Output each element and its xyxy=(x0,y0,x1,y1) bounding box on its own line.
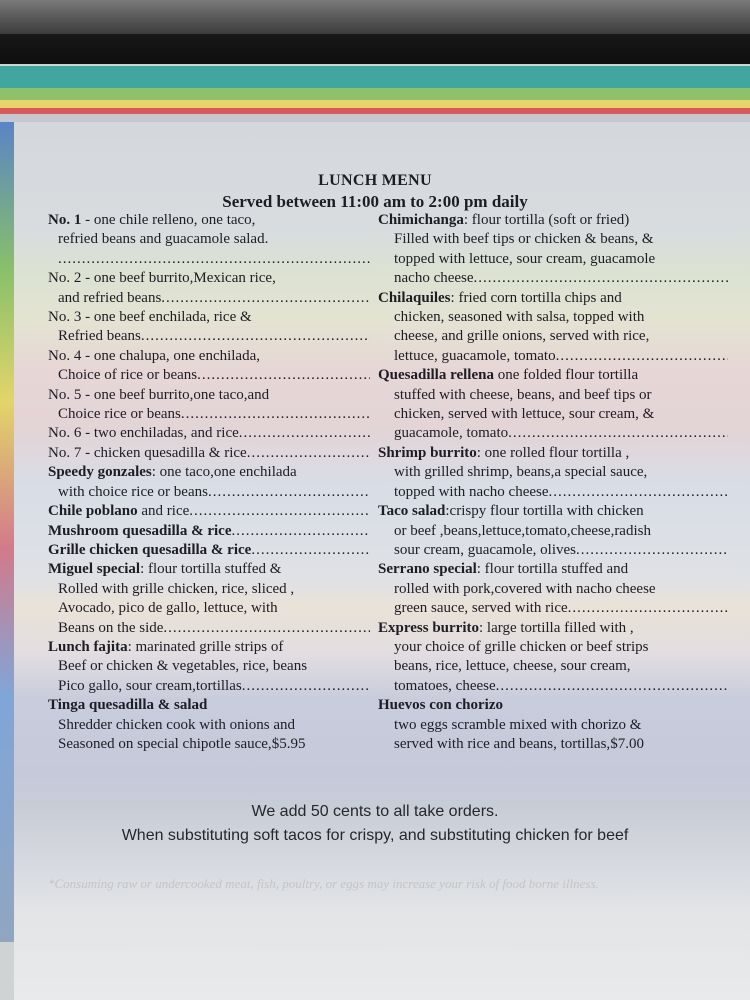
menu-item xyxy=(48,541,370,560)
menu-item-description: nacho cheese xyxy=(394,270,474,287)
menu-item-line xyxy=(378,424,728,443)
menu-item-line xyxy=(378,386,728,405)
menu-item-description: No. 2 - one beef burrito,Mexican rice, xyxy=(48,270,276,287)
dot-leader xyxy=(161,290,370,306)
menu-item-name: Lunch fajita xyxy=(48,638,128,655)
dot-leader xyxy=(242,678,370,694)
menu-item-line xyxy=(48,696,370,715)
menu-item-line xyxy=(378,638,728,657)
menu-subtitle: Served between 11:00 am to 2:00 pm daily xyxy=(222,192,528,211)
dot-leader xyxy=(181,406,370,422)
menu-item-description: served with rice and beans, tortillas, xyxy=(394,735,611,752)
menu-item-description: sour cream, guacamole, olives xyxy=(394,541,577,558)
menu-item-description: cheese, and grille onions, served with rice, xyxy=(394,328,650,345)
menu-item-description: : one rolled flour tortilla , xyxy=(476,444,630,461)
menu-item-line xyxy=(378,366,728,385)
menu-title: LUNCH MENU xyxy=(318,172,432,189)
menu-item-description: two eggs scramble mixed with chorizo & xyxy=(394,716,642,733)
menu-item-line xyxy=(48,716,370,735)
menu-item-line xyxy=(48,347,370,366)
menu-item-name: Miguel special xyxy=(48,561,141,578)
dot-leader xyxy=(508,425,728,441)
menu-item-description: - one chile relleno, one taco, xyxy=(81,212,256,228)
menu-item-description: Pico gallo, sour cream,tortillas xyxy=(58,677,242,694)
menu-item-description: topped with lettuce, sour cream, guacamole xyxy=(394,250,656,267)
menu-item-description: Avocado, pico de gallo, lettuce, with xyxy=(58,600,278,617)
menu-item-description: Choice rice or beans xyxy=(58,406,181,423)
menu-item-line xyxy=(378,716,728,735)
dot-leader xyxy=(208,484,370,500)
menu-item-name: Grille chicken quesadilla & rice xyxy=(48,541,252,558)
menu-item-line xyxy=(48,677,370,696)
menu-item-description: No. 7 - chicken quesadilla & rice xyxy=(48,444,247,461)
dot-leader xyxy=(231,523,370,539)
menu-item xyxy=(48,444,370,463)
menu-item xyxy=(48,463,370,502)
menu-item-description: : one taco,one enchilada xyxy=(151,464,297,481)
menu-item-description: Filled with beef tips or chicken & beans, & xyxy=(394,231,654,248)
menu-item-name: Chilaquiles xyxy=(378,289,451,306)
menu-item-description: : flour tortilla (soft or fried) xyxy=(463,212,630,228)
menu-item-description: : marinated grille strips of xyxy=(127,638,284,655)
menu-item-price: $7.00 xyxy=(610,735,644,752)
menu-item xyxy=(48,696,370,754)
menu-item-line xyxy=(378,269,728,288)
menu-item-description: Refried beans xyxy=(58,328,141,345)
menu-item-line xyxy=(378,444,728,463)
menu-item-line xyxy=(48,638,370,657)
menu-item xyxy=(378,211,728,289)
menu-item-line xyxy=(48,366,370,385)
menu-item xyxy=(378,696,728,754)
menu-item-name: Express burrito xyxy=(378,619,479,636)
dot-leader xyxy=(556,348,728,364)
menu-item-line xyxy=(48,483,370,502)
menu-item xyxy=(378,502,728,560)
menu-item-name: Taco salad xyxy=(378,503,446,520)
menu-item-line xyxy=(48,250,370,269)
menu-item xyxy=(48,560,370,638)
menu-item-name: Quesadilla rellena xyxy=(378,367,494,384)
dot-leader xyxy=(474,270,728,286)
menu-item-line xyxy=(378,230,728,249)
menu-item-description: Beef or chicken & vegetables, rice, beans xyxy=(58,658,308,675)
menu-item-name: Speedy gonzales xyxy=(48,464,152,481)
menu-item xyxy=(48,347,370,386)
menu-item-line xyxy=(48,269,370,288)
menu-item xyxy=(48,638,370,696)
menu-item-description: : flour tortilla stuffed and xyxy=(476,561,629,578)
menu-item-description: your choice of grille chicken or beef strips xyxy=(394,638,649,655)
menu-item-line xyxy=(378,308,728,327)
menu-item-line xyxy=(378,696,728,715)
menu-item-line xyxy=(48,308,370,327)
menu-item xyxy=(378,444,728,502)
menu-item-description: : fried corn tortilla chips and xyxy=(450,289,622,306)
dot-leader xyxy=(197,367,370,383)
menu-item-line xyxy=(378,560,728,579)
dot-leader xyxy=(58,251,370,267)
menu-item-line xyxy=(48,735,370,754)
menu-item-description: with grilled shrimp, beans,a special sauce, xyxy=(394,464,648,481)
right-column xyxy=(378,211,728,754)
menu-item-line xyxy=(378,289,728,308)
menu-item-description: one folded flour tortilla xyxy=(493,367,639,384)
menu-item-line xyxy=(48,444,370,463)
menu-item-name: Chile poblano xyxy=(48,503,138,520)
menu-item-description: chicken, served with lettuce, sour cream, & xyxy=(394,406,655,423)
menu-item-line xyxy=(378,250,728,269)
dot-leader xyxy=(251,542,370,558)
menu-item-line xyxy=(378,347,728,366)
menu-item-line xyxy=(378,211,728,230)
menu-item-description: with choice rice or beans xyxy=(58,483,208,500)
menu-item xyxy=(48,308,370,347)
menu-item-line xyxy=(48,405,370,424)
menu-item xyxy=(48,211,370,269)
menu-item xyxy=(48,522,370,541)
menu-item-line xyxy=(48,327,370,346)
dot-leader xyxy=(576,542,728,558)
menu-notes xyxy=(0,800,750,848)
menu-item-line xyxy=(48,560,370,579)
menu-item-description: Beans on the side xyxy=(58,619,164,636)
note-substitutions: When substituting soft tacos for crispy, and substituting chicken for beef xyxy=(121,827,629,844)
menu-item-description: beans, rice, lettuce, cheese, sour cream, xyxy=(394,658,631,675)
menu-item-line xyxy=(48,211,370,230)
menu-item-line xyxy=(48,580,370,599)
left-column xyxy=(48,211,370,754)
menu-item-price: $5.95 xyxy=(271,735,306,752)
menu-item-line xyxy=(378,541,728,560)
menu-item-description: :crispy flour tortilla with chicken xyxy=(445,503,644,520)
menu-item xyxy=(378,366,728,444)
menu-item xyxy=(48,424,370,443)
menu-item-description: guacamole, tomato xyxy=(394,425,509,442)
menu-item-description: Rolled with grille chicken, rice, sliced , xyxy=(58,580,295,597)
menu-item-description: or beef ,beans,lettuce,tomato,cheese,radish xyxy=(394,522,651,539)
note-take-orders: We add 50 cents to all take orders. xyxy=(251,803,499,820)
menu-item-line xyxy=(48,424,370,443)
menu-item xyxy=(48,502,370,521)
menu-item-line xyxy=(378,483,728,502)
folder-stripe-grey xyxy=(0,114,750,122)
menu-item xyxy=(378,619,728,697)
menu-item-description: and rice xyxy=(137,503,190,520)
menu-item-description: green sauce, served with rice xyxy=(394,600,568,617)
menu-item-line xyxy=(378,463,728,482)
menu-item-line xyxy=(378,599,728,618)
dot-leader xyxy=(239,425,370,441)
menu-item-line xyxy=(48,386,370,405)
menu-item xyxy=(378,289,728,367)
menu-item-line xyxy=(48,463,370,482)
menu-item-line xyxy=(378,657,728,676)
menu-item-line xyxy=(378,619,728,638)
menu-item-name: Huevos con chorizo xyxy=(378,697,503,714)
menu-item-description: Seasoned on special chipotle sauce, xyxy=(58,735,272,752)
menu-item-line xyxy=(378,677,728,696)
menu-item-name: Mushroom quesadilla & rice xyxy=(48,522,232,539)
menu-item-name: No. 1 xyxy=(48,212,82,228)
dot-leader xyxy=(163,620,370,636)
dot-leader xyxy=(549,484,728,500)
menu-item-description: Shredder chicken cook with onions and xyxy=(58,716,296,733)
menu-item-name: Serrano special xyxy=(378,561,477,578)
dot-leader xyxy=(189,503,370,519)
menu-item-name: Chimichanga xyxy=(378,212,464,228)
menu-item-line xyxy=(48,289,370,308)
menu-item-line xyxy=(378,502,728,521)
menu-item-description: : large tortilla filled with , xyxy=(478,619,634,636)
menu-item-description: and refried beans xyxy=(58,289,162,306)
menu-item-line xyxy=(48,230,370,249)
menu-item-description: topped with nacho cheese xyxy=(394,483,549,500)
dot-leader xyxy=(141,328,370,344)
menu-item-line xyxy=(48,657,370,676)
menu-item-description: chicken, seasoned with salsa, topped with xyxy=(394,309,645,326)
folder-stripe-yellow xyxy=(0,100,750,108)
menu-item-line xyxy=(48,502,370,521)
menu-item-description: lettuce, guacamole, tomato xyxy=(394,347,556,364)
menu-item-description: : flour tortilla stuffed & xyxy=(140,561,282,578)
faded-footer-text: *Consuming raw or undercooked meat, fish, poultry, or eggs may increase your risk of food borne illness. xyxy=(48,876,599,891)
menu-item xyxy=(48,269,370,308)
menu-item-line xyxy=(378,522,728,541)
menu-item-description: No. 4 - one chalupa, one enchilada, xyxy=(48,347,260,364)
menu-item xyxy=(378,560,728,618)
menu-item-description: rolled with pork,covered with nacho cheese xyxy=(394,580,656,597)
menu-item-line xyxy=(378,580,728,599)
dot-leader xyxy=(496,678,728,694)
menu-item-line xyxy=(48,522,370,541)
folder-stripe-teal xyxy=(0,66,750,88)
menu-item-description: No. 5 - one beef burrito,one taco,and xyxy=(48,386,270,403)
menu-item-name: Tinga quesadilla & salad xyxy=(48,697,208,714)
menu-item-line xyxy=(48,599,370,618)
menu-item-description: stuffed with cheese, beans, and beef tips or xyxy=(394,386,652,403)
menu-item-description: tomatoes, cheese xyxy=(394,677,496,694)
dot-leader xyxy=(568,600,728,616)
menu-item-description: No. 3 - one beef enchilada, rice & xyxy=(48,309,252,326)
menu-item-line xyxy=(378,405,728,424)
menu-item-description: refried beans and guacamole salad. xyxy=(58,231,269,248)
folder-stripe-green xyxy=(0,88,750,100)
menu-item-description: No. 6 - two enchiladas, and rice xyxy=(48,425,239,442)
menu-item-line xyxy=(48,619,370,638)
menu-item-line xyxy=(48,541,370,560)
menu-item-line xyxy=(378,735,728,754)
menu-item-name: Shrimp burrito xyxy=(378,444,477,461)
dot-leader xyxy=(247,445,370,461)
menu-item xyxy=(48,386,370,425)
menu-item-line xyxy=(378,327,728,346)
menu-item-description: Choice of rice or beans xyxy=(58,367,198,384)
